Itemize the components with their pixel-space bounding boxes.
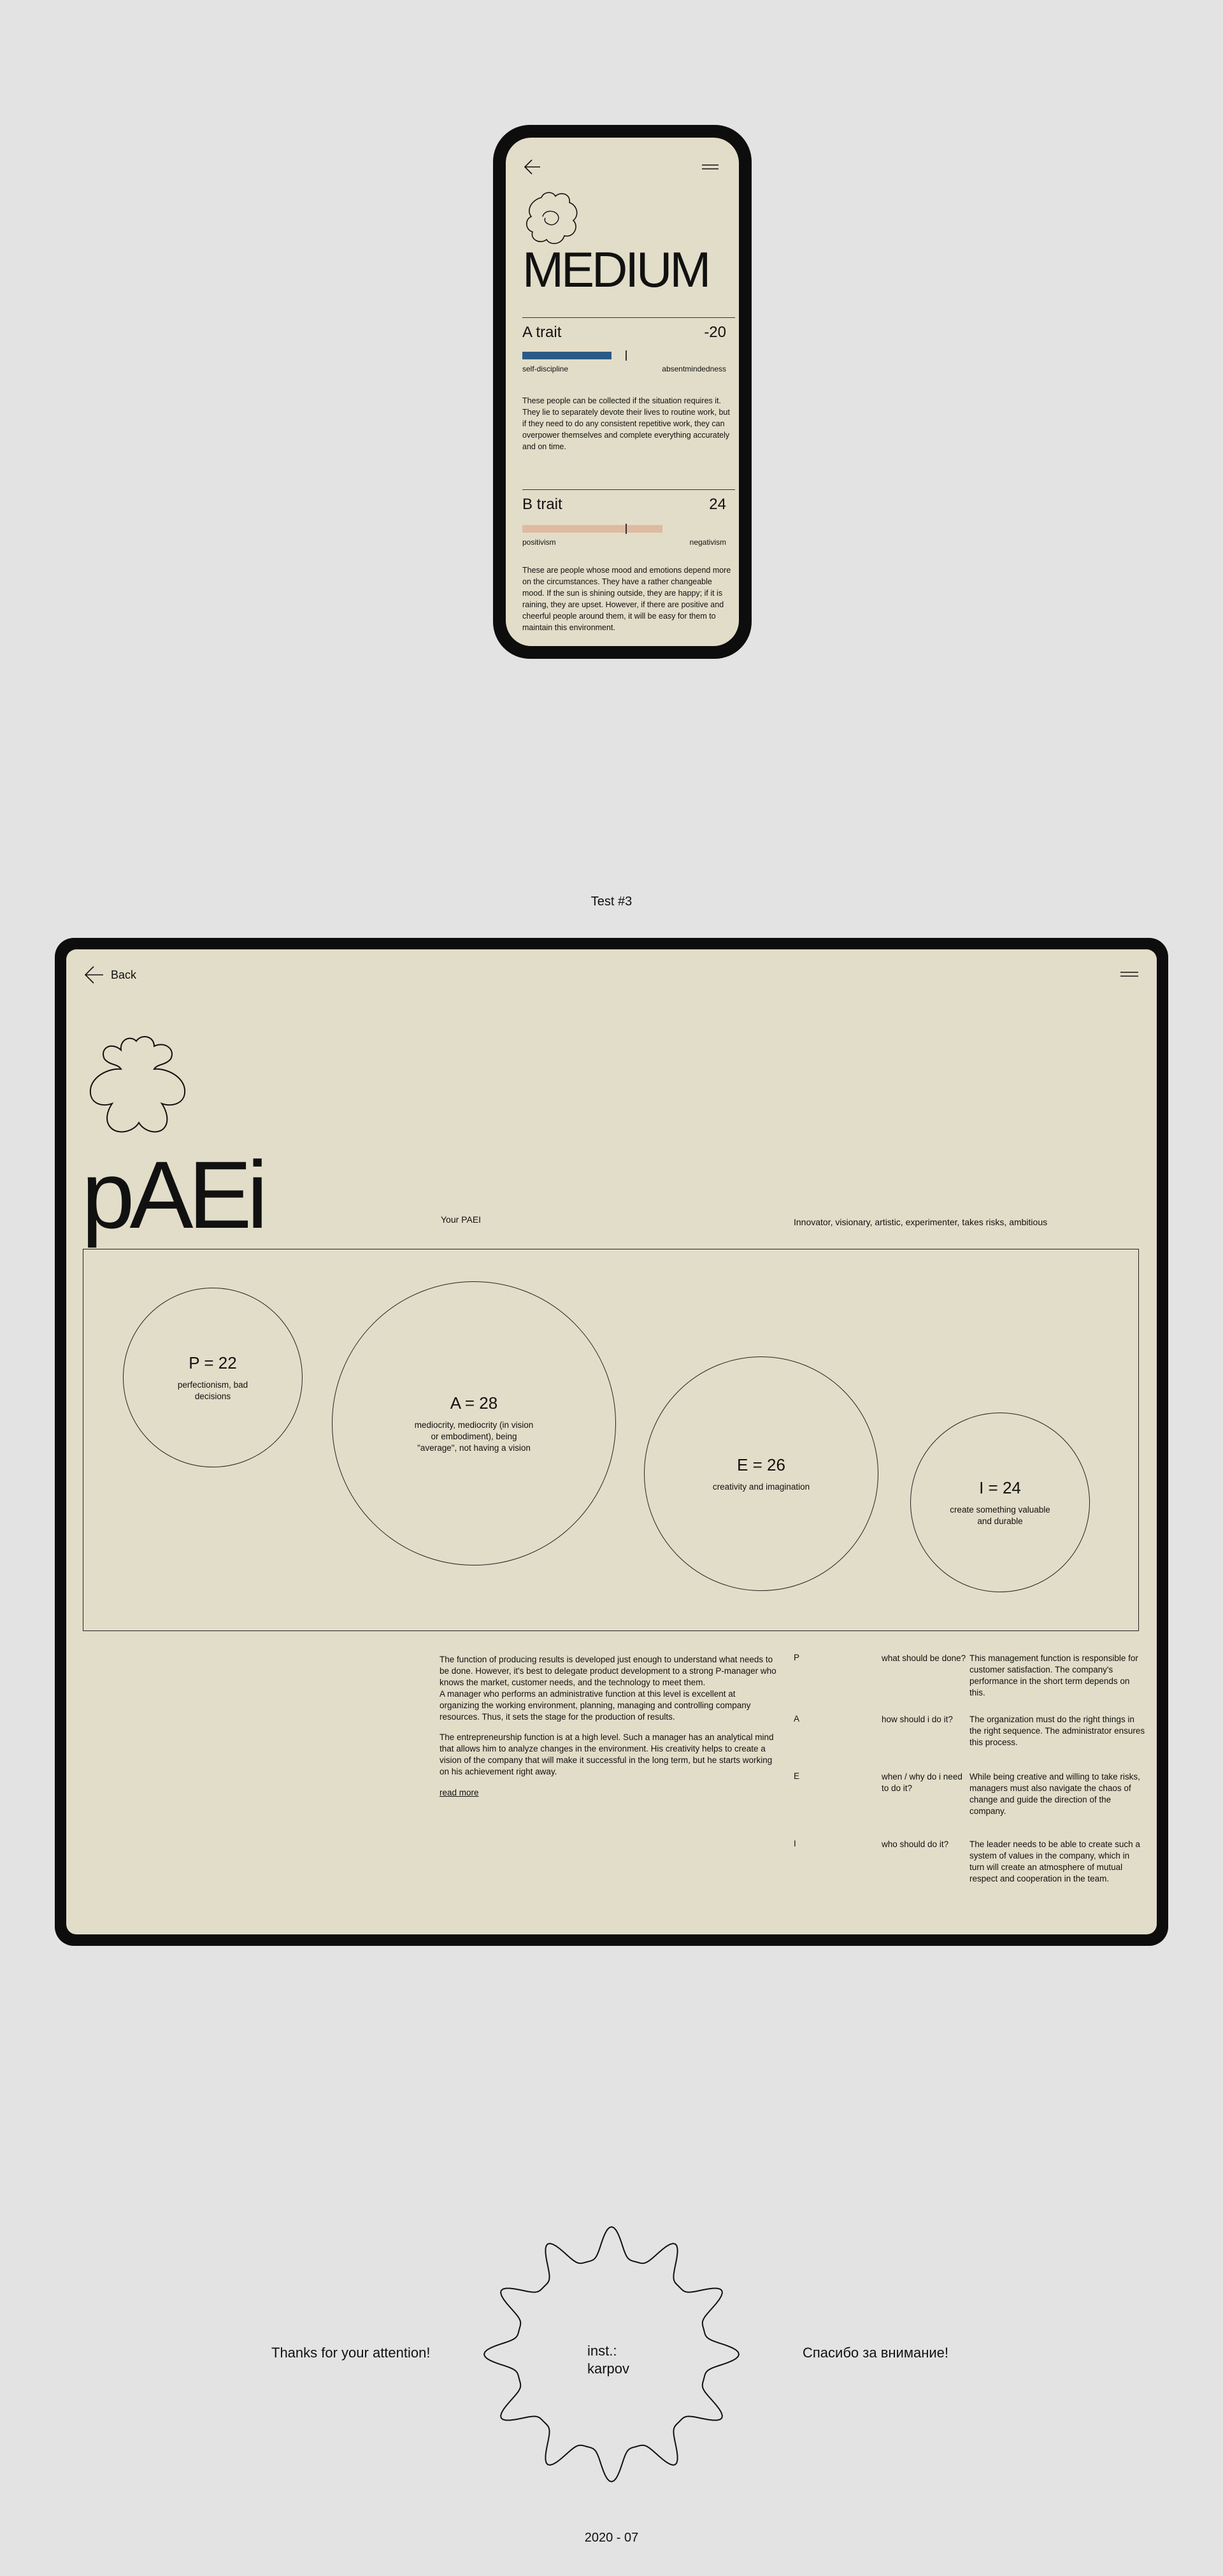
i-score: I = 24 (979, 1478, 1021, 1497)
p-score: P = 22 (189, 1353, 237, 1372)
row-letter: A (794, 1714, 800, 1723)
page-title: pAEi (82, 1141, 263, 1248)
i-circle (910, 1413, 1090, 1592)
trait-b-bar (522, 525, 662, 533)
back-arrow-icon[interactable] (83, 963, 106, 986)
row-answer: While being creative and willing to take risks, managers must also navigate the chaos of change and guide the direction of the company. (969, 1772, 1140, 1816)
body-paragraph-1: The function of producing results is developed just enough to understand what needs to be done. However, it's best to delegate product development to a strong P-manager who knows the market, customer needs, and the technology to meet them. (440, 1655, 776, 1687)
date-label: 2020 - 07 (584, 2531, 639, 2545)
a-circle (332, 1281, 616, 1565)
body-paragraph-2: A manager who performs an administrative function at this level is excellent at organizing the working environment, planning, managing and controlling company resources. Thus, it sets the stage for the production of results. (440, 1689, 751, 1722)
i-description: create something valuable and durable (950, 1504, 1050, 1526)
trait-b-description: These are people whose mood and emotions depend more on the circumstances. They have a rather changeable mood. If the sun is shining outside, they are happy; if it is raining, they are upset. However, if there are positive and cheerful people around them, it will be easy for them to maintain this environment. (522, 566, 731, 632)
trait-a-label: A trait (522, 324, 562, 341)
a-score: A = 28 (450, 1393, 498, 1413)
trait-b-label: B trait (522, 496, 562, 513)
divider (522, 317, 735, 318)
instagram-username[interactable]: karpov (587, 2361, 630, 2377)
personality-tags: Innovator, visionary, artistic, experimenter, takes risks, ambitious (794, 1217, 1048, 1227)
body-paragraph-3: The entrepreneurship function is at a high level. Such a manager has an analytical mind that allows him to analyze changes in the environment. His creativity helps to create a vision of the company that will make it successful in the long term, but he starts working on his achievement right away. (440, 1732, 774, 1776)
test-caption: Test #3 (590, 895, 633, 909)
trait-a-right-label: absentmindedness (662, 364, 726, 373)
row-letter: P (794, 1653, 800, 1662)
menu-icon[interactable] (1120, 968, 1139, 980)
p-circle (123, 1288, 303, 1467)
instagram-label: inst.: (587, 2343, 617, 2359)
trait-a-bar (522, 352, 612, 359)
trait-b-midpoint (626, 524, 627, 534)
menu-icon[interactable] (701, 161, 720, 173)
back-arrow-icon[interactable] (522, 157, 543, 177)
divider (522, 489, 735, 490)
row-letter: E (794, 1771, 800, 1781)
read-more-link[interactable]: read more (440, 1788, 479, 1797)
tablet-mockup (55, 938, 1168, 1946)
trait-b-right-label: negativism (689, 538, 726, 547)
thanks-text-ru: Спасибо за внимание! (803, 2345, 948, 2361)
trait-a-midpoint (626, 350, 627, 361)
trait-b-left-label: positivism (522, 538, 556, 547)
row-answer: This management function is responsible for customer satisfaction. The company's performance in the short term depends on this. (969, 1653, 1138, 1697)
your-paei-label: Your PAEI (441, 1214, 482, 1225)
circles-panel (83, 1249, 1139, 1631)
phone-screen (506, 138, 739, 646)
row-question: who should do it? (882, 1839, 949, 1849)
row-question: how should i do it? (882, 1715, 953, 1724)
e-score: E = 26 (737, 1455, 785, 1474)
e-description: creativity and imagination (712, 1481, 810, 1492)
result-title: MEDIUM (522, 241, 709, 298)
instagram-handle (587, 2342, 629, 2378)
tablet-screen (66, 949, 1157, 1934)
trait-a-score: -20 (704, 324, 726, 341)
phone-mockup (493, 125, 752, 659)
trait-a-description: These people can be collected if the situation requires it. They lie to separately devote their lives to routine work, but if they need to do any consistent repetitive work, they can overpower themselves and complete everything accurately and on time. (522, 396, 730, 451)
e-circle (644, 1356, 878, 1591)
blob-logo-icon (83, 1032, 192, 1140)
row-letter: I (794, 1839, 796, 1848)
row-question: what should be done? (882, 1653, 966, 1663)
p-description: perfectionism, bad decisions (177, 1379, 248, 1401)
a-description: mediocrity, mediocrity (in vision or embodiment), being "average", not having a vision (414, 1420, 534, 1453)
trait-a-left-label: self-discipline (522, 364, 569, 373)
back-link[interactable]: Back (111, 968, 137, 981)
thanks-text: Thanks for your attention! (271, 2345, 431, 2361)
row-question: when / why do i need to do it? (882, 1772, 962, 1793)
trait-b-score: 24 (709, 496, 726, 513)
blob-logo-icon (522, 189, 582, 247)
row-answer: The leader needs to be able to create such a system of values in the company, which in turn will create an atmosphere of mutual respect and cooperation in the team. (969, 1839, 1140, 1883)
row-answer: The organization must do the right things in the right sequence. The administrator ensures this process. (969, 1715, 1145, 1747)
